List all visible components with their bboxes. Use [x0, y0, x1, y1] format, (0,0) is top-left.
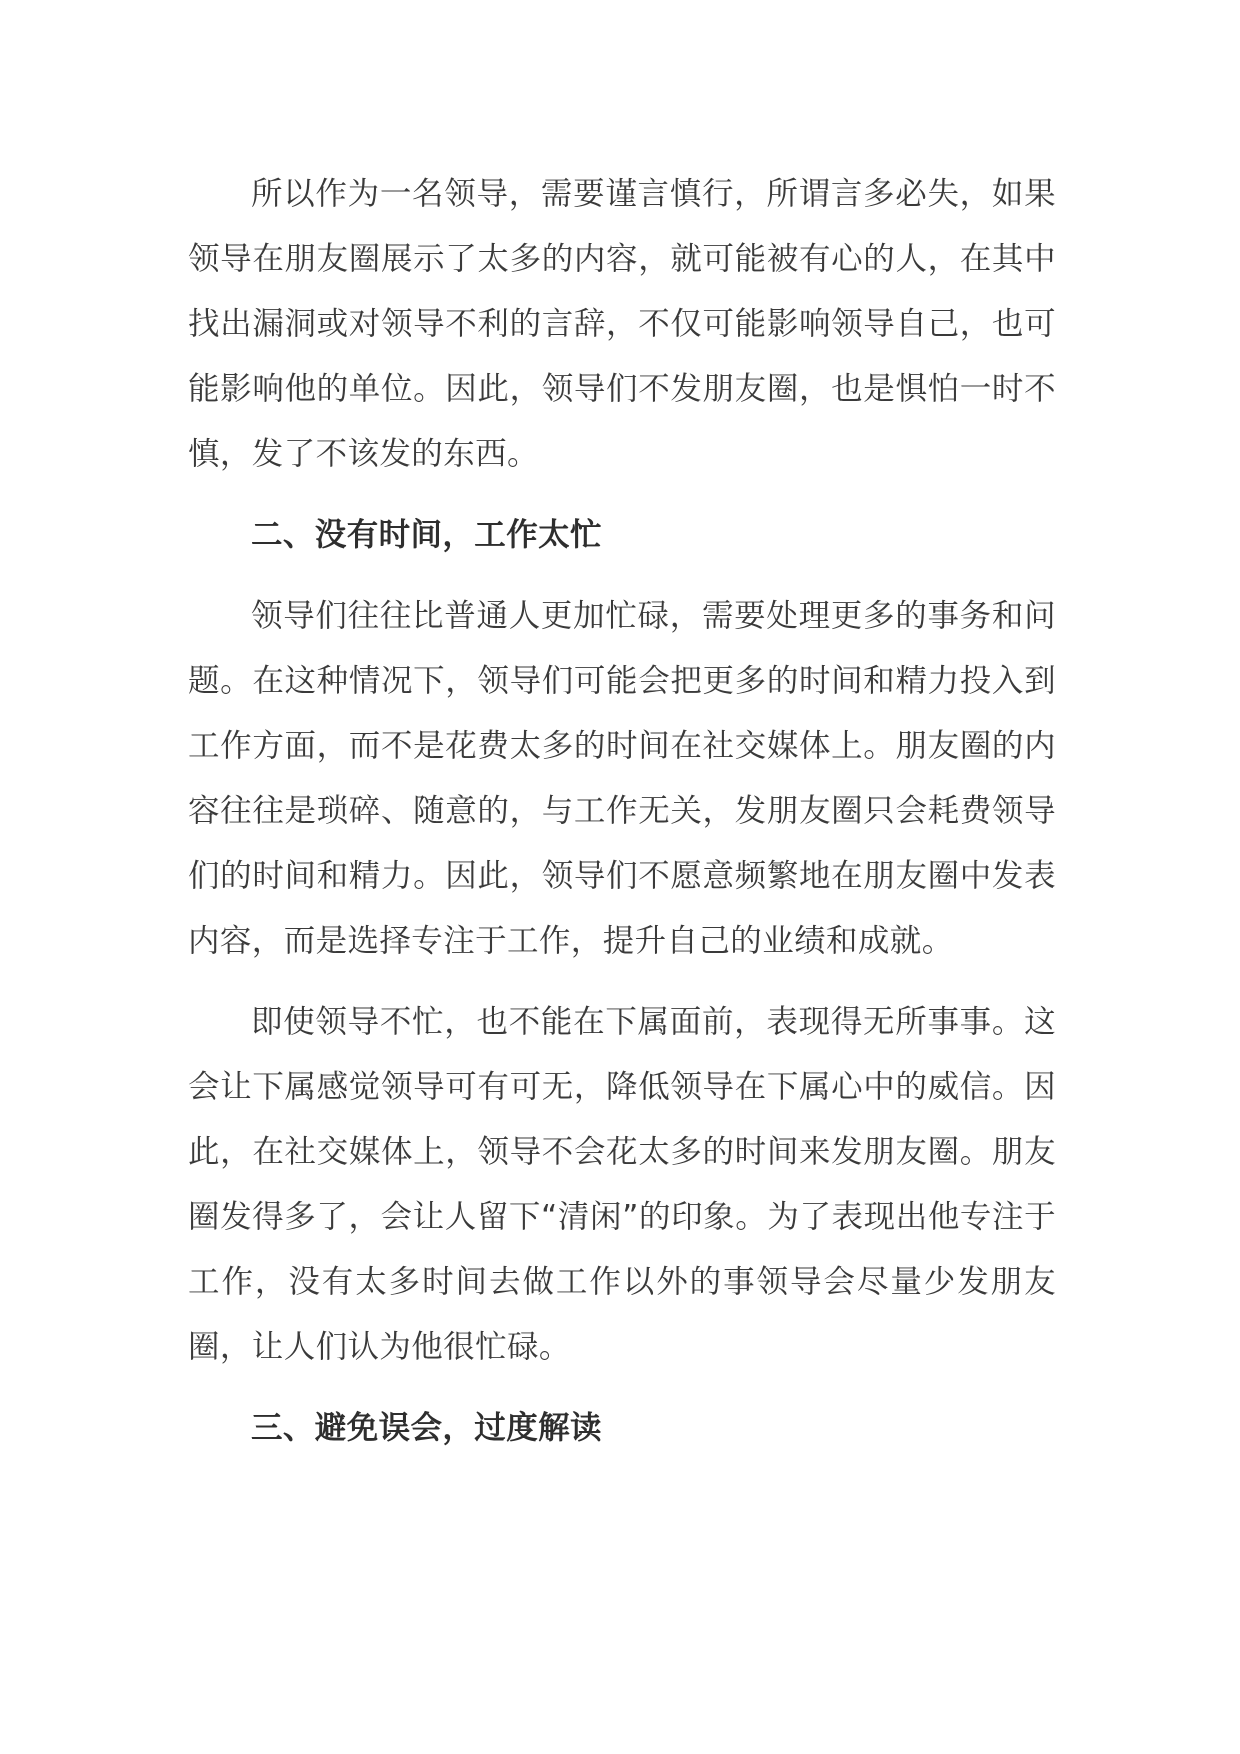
section-heading-no-time: 二、没有时间，工作太忙 — [251, 517, 602, 553]
paragraph-authority: 即使领导不忙，也不能在下属面前，表现得无所事事。这会让下属感觉领导可有可无，降低领导在下属心中的威信。因此，在社交媒体上，领导不会花太多的时间来发朋友圈。朋友圈发得多了，会让人留下“清闲”的印象。为了表现出他专注于工作，没有太多时间去做工作以外的事领导会尽量少发朋友圈，让人们认为他很忙碌。 — [188, 1004, 1056, 1365]
section-heading-avoid-misunderstanding: 三、避免误会，过度解读 — [251, 1410, 602, 1446]
paragraph-caution: 所以作为一名领导，需要谨言慎行，所谓言多必失，如果领导在朋友圈展示了太多的内容，就可能被有心的人，在其中找出漏洞或对领导不利的言辞，不仅可能影响领导自己，也可能影响他的单位。因此，领导们不发朋友圈，也是惧怕一时不慎，发了不该发的东西。 — [188, 176, 1056, 472]
document-body — [188, 162, 1056, 1477]
paragraph-busy: 领导们往往比普通人更加忙碌，需要处理更多的事务和问题。在这种情况下，领导们可能会把更多的时间和精力投入到工作方面，而不是花费太多的时间在社交媒体上。朋友圈的内容往往是琐碎、随意的，与工作无关，发朋友圈只会耗费领导们的时间和精力。因此，领导们不愿意频繁地在朋友圈中发表内容，而是选择专注于工作，提升自己的业绩和成就。 — [188, 598, 1056, 959]
